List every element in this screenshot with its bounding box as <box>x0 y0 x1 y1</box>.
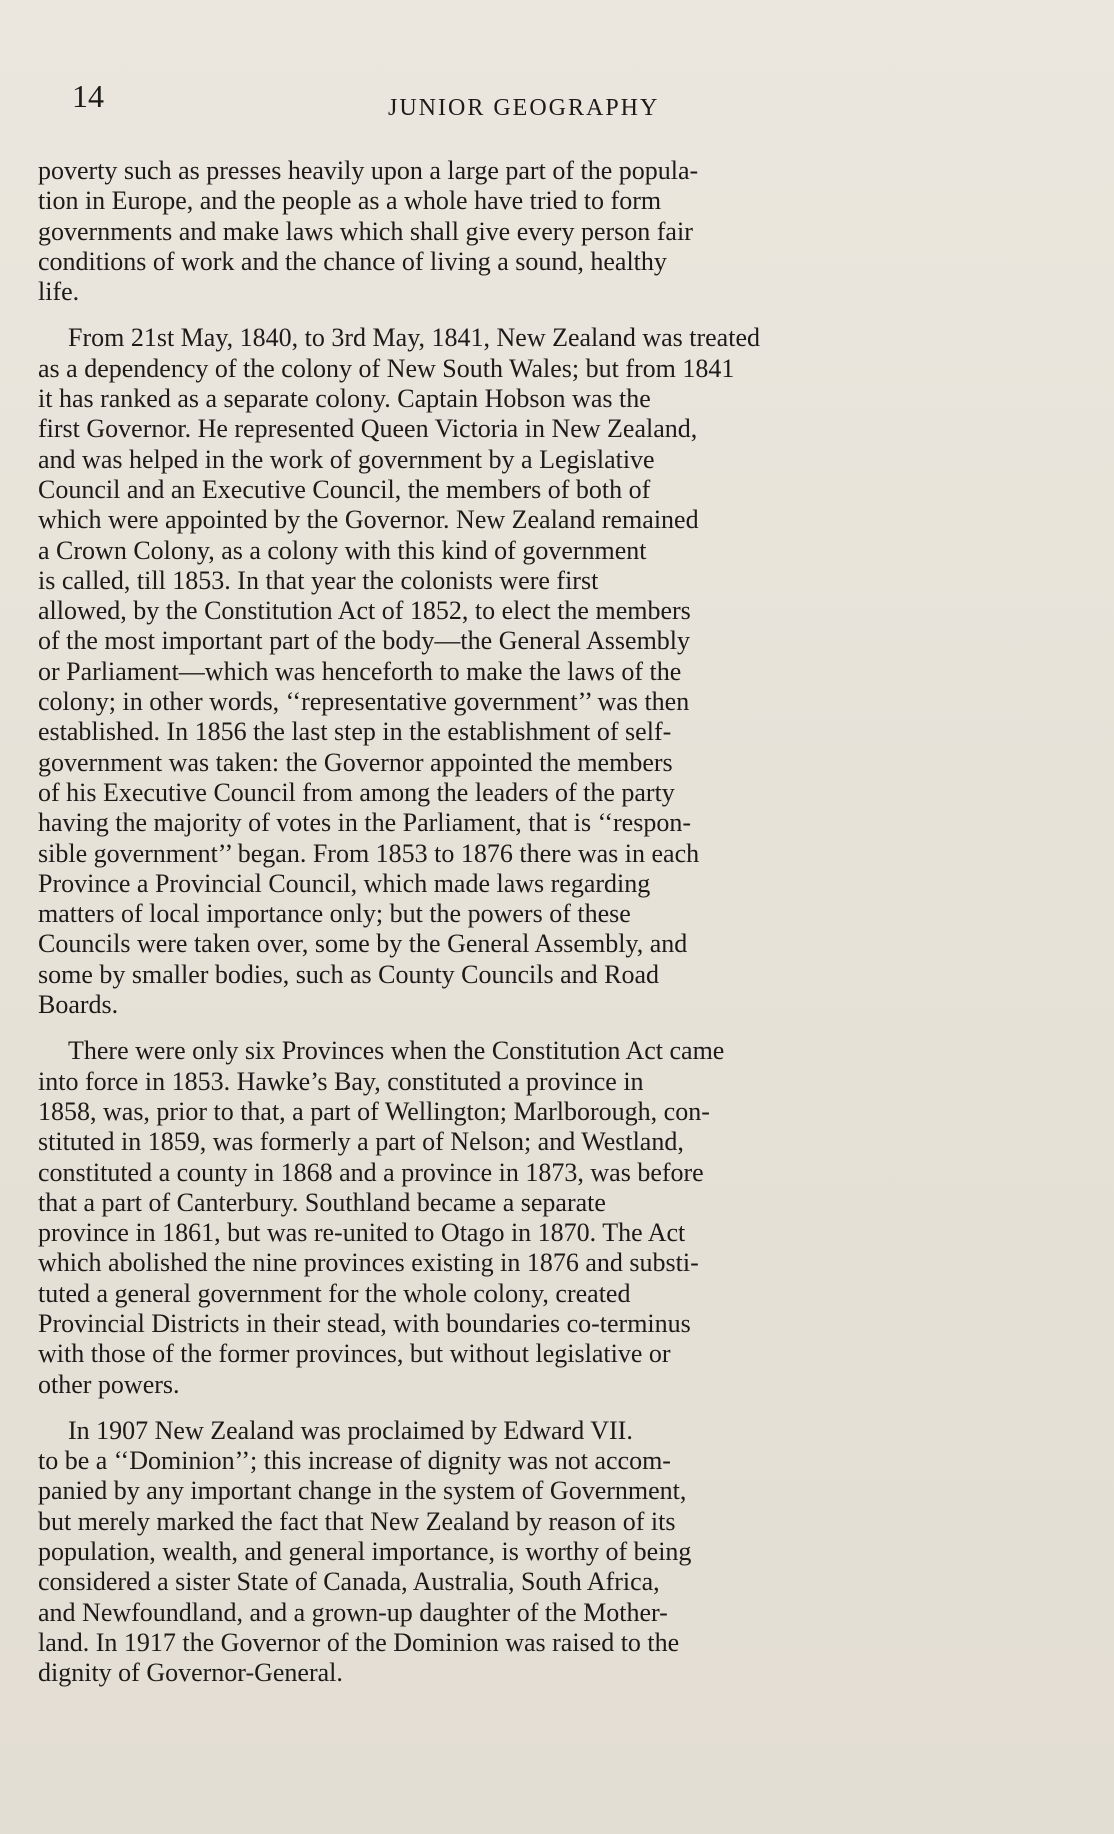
text-line: which abolished the nine provinces existing in 1876 and substi- <box>38 1248 699 1278</box>
text-line: There were only six Provinces when the Constitution Act came <box>68 1036 725 1066</box>
text-line: which were appointed by the Governor. New Zealand remained <box>38 505 699 535</box>
paragraph-4 <box>38 1416 1006 1689</box>
text-line: of his Executive Council from among the leaders of the party <box>38 777 675 807</box>
text-line: of the most important part of the body—the General Assembly <box>38 626 691 656</box>
text-line: that a part of Canterbury. Southland became a separate <box>38 1187 606 1217</box>
text-line: established. In 1856 the last step in the establishment of self- <box>38 717 672 747</box>
text-line: Provincial Districts in their stead, with boundaries co-terminus <box>38 1308 691 1338</box>
text-line: having the majority of votes in the Parliament, that is ‘‘respon- <box>38 808 691 838</box>
text-line: Boards. <box>38 990 119 1020</box>
text-line: as a dependency of the colony of New South Wales; but from 1841 <box>38 353 735 383</box>
text-line: province in 1861, but was re-united to Otago in 1870. The Act <box>38 1218 686 1248</box>
text-line: tuted a general government for the whole colony, created <box>38 1278 631 1308</box>
text-line: sible government’’ began. From 1853 to 1876 there was in each <box>38 838 700 868</box>
text-line: some by smaller bodies, such as County Councils and Road <box>38 959 660 989</box>
text-line: other powers. <box>38 1369 180 1399</box>
text-line: it has ranked as a separate colony. Captain Hobson was the <box>38 384 651 414</box>
running-head-title: JUNIOR GEOGRAPHY <box>388 95 660 121</box>
body-text <box>38 156 1006 1689</box>
text-line: matters of local importance only; but the powers of these <box>38 899 631 929</box>
text-line: government was taken: the Governor appointed the members <box>38 747 673 777</box>
text-line: land. In 1917 the Governor of the Dominion was raised to the <box>38 1627 680 1657</box>
text-line: is called, till 1853. In that year the colonists were first <box>38 565 599 595</box>
text-line: Councils were taken over, some by the General Assembly, and <box>38 929 688 959</box>
text-line: governments and make laws which shall give every person fair <box>38 216 693 246</box>
text-line: constituted a county in 1868 and a province in 1873, was before <box>38 1157 704 1187</box>
text-line: panied by any important change in the system of Government, <box>38 1476 687 1506</box>
text-line: population, wealth, and general importance, is worthy of being <box>38 1537 692 1567</box>
text-line: colony; in other words, ‘‘representative government’’ was then <box>38 687 690 717</box>
text-line: into force in 1853. Hawke’s Bay, constituted a province in <box>38 1066 644 1096</box>
text-line: allowed, by the Constitution Act of 1852, to elect the members <box>38 596 691 626</box>
text-line: dignity of Governor-General. <box>38 1658 343 1688</box>
text-line: tion in Europe, and the people as a whole have tried to form <box>38 186 662 216</box>
text-line: poverty such as presses heavily upon a large part of the popula- <box>38 156 699 185</box>
text-line: first Governor. He represented Queen Victoria in New Zealand, <box>38 414 698 444</box>
text-line: and Newfoundland, and a grown-up daughter of the Mother- <box>38 1597 668 1627</box>
text-line: conditions of work and the chance of living a sound, healthy <box>38 246 667 276</box>
paragraph-3 <box>38 1036 1006 1400</box>
text-line: considered a sister State of Canada, Australia, South Africa, <box>38 1567 660 1597</box>
text-line: or Parliament—which was henceforth to make the laws of the <box>38 656 682 686</box>
paragraph-1 <box>38 156 1006 307</box>
text-line: Council and an Executive Council, the members of both of <box>38 474 651 504</box>
paragraph-2 <box>38 323 1006 1020</box>
text-line: and was helped in the work of government by a Legislative <box>38 444 655 474</box>
text-line: life. <box>38 277 80 307</box>
text-line: a Crown Colony, as a colony with this kind of government <box>38 535 647 565</box>
text-line: 1858, was, prior to that, a part of Wellington; Marlborough, con- <box>38 1096 710 1126</box>
page-number: 14 <box>72 78 104 114</box>
text-line: with those of the former provinces, but without legislative or <box>38 1339 671 1369</box>
text-line: In 1907 New Zealand was proclaimed by Edward VII. <box>68 1415 633 1445</box>
text-line: Province a Provincial Council, which made laws regarding <box>38 868 651 898</box>
text-line: From 21st May, 1840, to 3rd May, 1841, New Zealand was treated <box>68 323 760 353</box>
text-line: but merely marked the fact that New Zealand by reason of its <box>38 1506 676 1536</box>
text-line: to be a ‘‘Dominion’’; this increase of dignity was not accom- <box>38 1446 671 1476</box>
text-line: stituted in 1859, was formerly a part of Nelson; and Westland, <box>38 1127 684 1157</box>
